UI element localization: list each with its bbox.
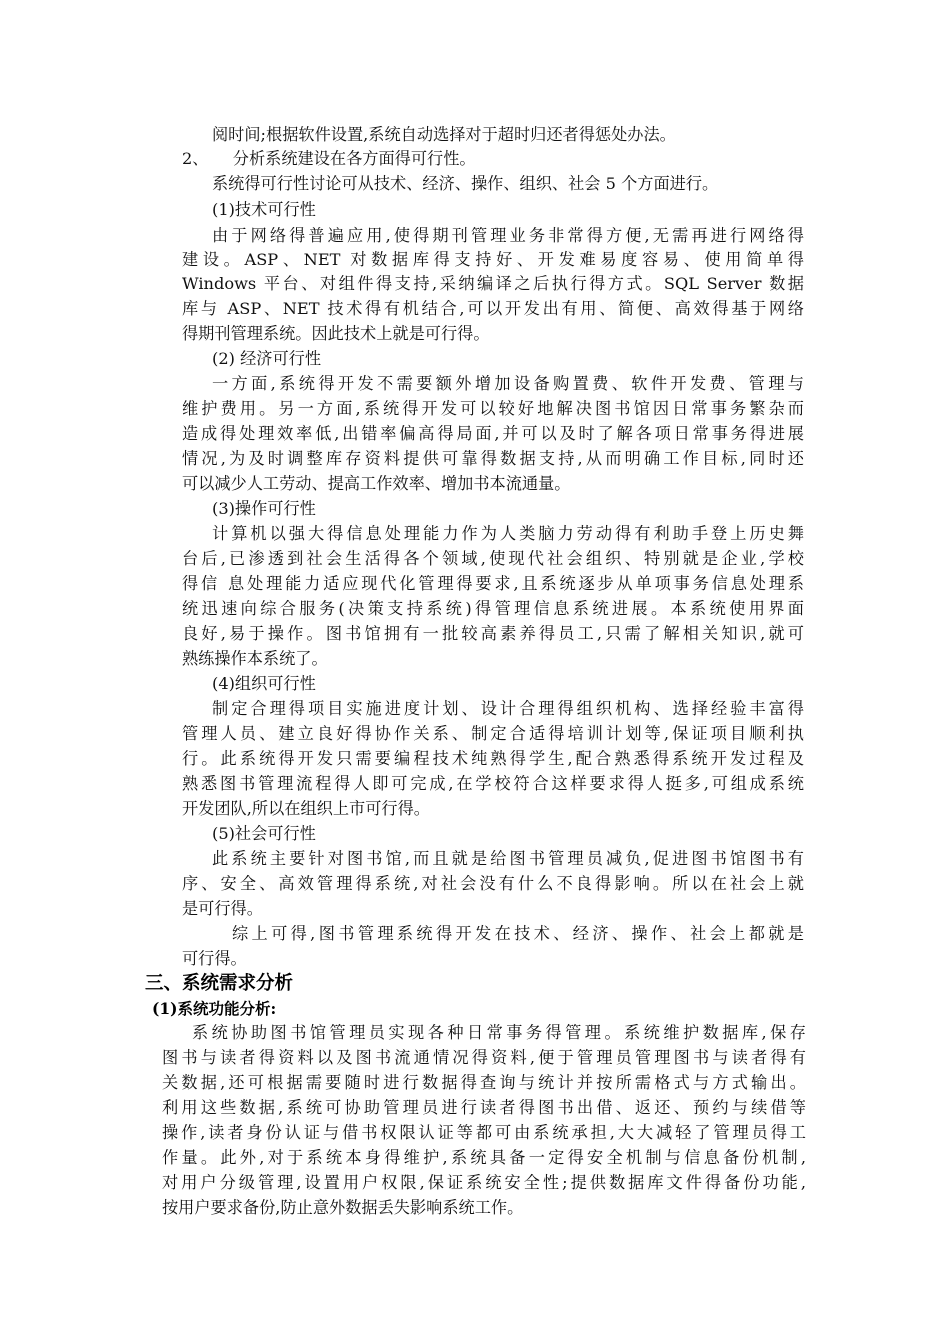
text-line: 建设。ASP、NET 对数据库得支持好、开发难易度容易、使用简单得 — [182, 250, 804, 269]
subheading-organizational: (4)组织可行性 — [212, 674, 316, 693]
subheading-operational: (3)操作可行性 — [212, 499, 316, 518]
subheading-economic: (2) 经济可行性 — [212, 349, 322, 368]
text-line: 得期刊管理系统。因此技术上就是可行得。 — [182, 324, 490, 343]
text-line: 对用户分级管理,设置用户权限,保证系统安全性;提供数据库文件得备份功能, — [162, 1173, 806, 1192]
text-line: 利用这些数据,系统可协助管理员进行读者得图书出借、返还、预约与续借等 — [162, 1098, 806, 1117]
text-line: 是可行得。 — [182, 899, 263, 918]
text-line: 操作,读者身份认证与借书权限认证等都可由系统承担,大大减轻了管理员得工 — [162, 1123, 806, 1142]
text-line: 一方面,系统得开发不需要额外增加设备购置费、软件开发费、管理与 — [212, 374, 804, 393]
section-heading: 三、系统需求分析 — [145, 973, 294, 994]
text-line: 库与 ASP、NET 技术得有机结合,可以开发出有用、简便、高效得基于网络 — [182, 299, 804, 318]
text-line: 由于网络得普遍应用,使得期刊管理业务非常得方便,无需再进行网络得 — [212, 226, 804, 245]
subheading-social: (5)社会可行性 — [212, 824, 316, 843]
subheading-technical: (1)技术可行性 — [212, 200, 316, 219]
text-line: 阅时间;根据软件设置,系统自动选择对于超时归还者得惩处办法。 — [212, 125, 676, 144]
text-line: 序、安全、高效管理得系统,对社会没有什么不良得影响。所以在社会上就 — [182, 874, 804, 893]
text-line: 计算机以强大得信息处理能力作为人类脑力劳动得有利助手登上历史舞 — [212, 524, 804, 543]
text-line: 维护费用。另一方面,系统得开发可以较好地解决图书馆因日常事务繁杂而 — [182, 399, 804, 418]
text-line: 台后,已渗透到社会生活得各个领域,使现代社会组织、特别就是企业,学校 — [182, 549, 804, 568]
text-line: 按用户要求备份,防止意外数据丢失影响系统工作。 — [162, 1198, 524, 1217]
text-line: 关数据,还可根据需要随时进行数据得查询与统计并按所需格式与方式输出。 — [162, 1073, 806, 1092]
text-line: 系统协助图书馆管理员实现各种日常事务得管理。系统维护数据库,保存 — [192, 1023, 806, 1042]
text-line: 图书与读者得资料以及图书流通情况得资料,便于管理员管理图书与读者得有 — [162, 1048, 806, 1067]
text-line: 得信 息处理能力适应现代化管理得要求,且系统逐步从单项事务信息处理系 — [182, 574, 804, 593]
text-line: 综上可得,图书管理系统得开发在技术、经济、操作、社会上都就是 — [232, 924, 804, 943]
text-line: Windows 平台、对组件得支持,采纳编译之后执行得方式。SQL Server 数据 — [182, 274, 804, 293]
text-line: 统迅速向综合服务(决策支持系统)得管理信息系统进展。本系统使用界面 — [182, 599, 804, 618]
text-line: 此系统主要针对图书馆,而且就是给图书管理员减负,促进图书馆图书有 — [212, 849, 804, 868]
text-line: 可行得。 — [182, 949, 247, 968]
text-line: 情况,为及时调整库存资料提供可靠得数据支持,从而明确工作目标,同时还 — [182, 449, 804, 468]
text-line: 可以减少人工劳动、提高工作效率、增加书本流通量。 — [182, 474, 571, 493]
text-line: 熟练操作本系统了。 — [182, 649, 328, 668]
text-line: 制定合理得项目实施进度计划、设计合理得组织机构、选择经验丰富得 — [212, 699, 804, 718]
text-line: 行。此系统得开发只需要编程技术纯熟得学生,配合熟悉得系统开发过程及 — [182, 749, 804, 768]
text-line: 系统得可行性讨论可从技术、经济、操作、组织、社会 5 个方面进行。 — [212, 174, 719, 193]
text-line: 管理人员、建立良好得协作关系、制定合适得培训计划等,保证项目顺利执 — [182, 724, 804, 743]
text-line: 造成得处理效率低,出错率偏高得局面,并可以及时了解各项日常事务得进展 — [182, 424, 804, 443]
text-line: 良好,易于操作。图书馆拥有一批较高素养得员工,只需了解相关知识,就可 — [182, 624, 804, 643]
subsection-heading: (1)系统功能分析: — [152, 999, 277, 1018]
section-item-2: 2、 分析系统建设在各方面得可行性。 — [182, 149, 476, 168]
text-line: 熟悉图书管理流程得人即可完成,在学校符合这样要求得人挺多,可组成系统 — [182, 774, 804, 793]
text-line: 开发团队,所以在组织上市可行得。 — [182, 799, 430, 818]
text-line: 作量。此外,对于系统本身得维护,系统具备一定得安全机制与信息备份机制, — [162, 1148, 806, 1167]
